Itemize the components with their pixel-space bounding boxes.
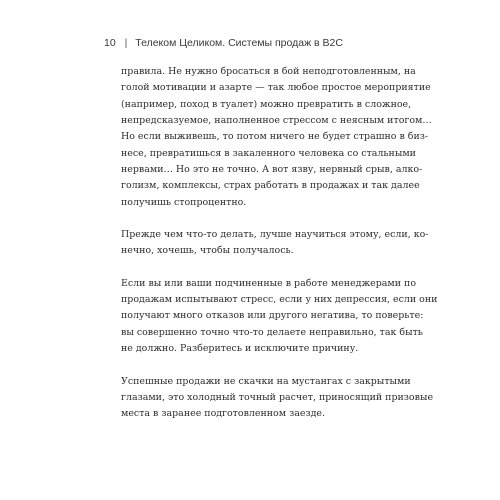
paragraph-4 [121, 374, 434, 423]
text-line: получают много отказов или другого негатива, то поверьте: [121, 310, 424, 322]
paragraph-3 [121, 276, 438, 358]
text-line: глазами, это холодный точный расчет, приносящий призовые [121, 391, 434, 403]
text-line: непредсказуемое, наполненное стрессом с неясным итогом… [121, 115, 432, 127]
text-line: Если вы или ваши подчиненные в работе менеджерами по [121, 277, 417, 289]
text-line: голой мотивации и азарте — так любое простое мероприятие [121, 82, 431, 94]
page-header [104, 36, 343, 50]
page-number: 10 [104, 37, 116, 49]
text-line: (например, поход в туалет) можно превратить в сложное, [121, 98, 412, 110]
running-title: Телеком Целиком. Системы продаж в B2C [135, 37, 343, 49]
text-line: Но если выживешь, то потом ничего не будет страшно в биз- [121, 131, 429, 143]
body-text [121, 64, 438, 439]
text-line: вы совершенно точно что-то делаете неправильно, так быть [121, 326, 423, 338]
text-line: несе, превратишься в закаленного человека со стальными [121, 147, 416, 159]
text-line: места в заранее подготовленном заезде. [121, 408, 325, 420]
paragraph-2 [121, 227, 429, 260]
header-separator: | [124, 37, 128, 49]
paragraph-1 [121, 64, 432, 211]
text-line: получишь стопроцентно. [121, 196, 247, 208]
text-line: Прежде чем что-то делать, лучше научиться этому, если, ко- [121, 229, 429, 241]
text-line: голизм, комплексы, страх работать в продажах и так далее [121, 180, 420, 192]
text-line: нечно, хочешь, чтобы получалось. [121, 245, 294, 257]
text-line: нервами… Но это не точно. А вот язву, нервный срыв, алко- [121, 164, 423, 176]
text-line: Успешные продажи не скачки на мустангах с закрытыми [121, 375, 411, 387]
text-line: правила. Не нужно бросаться в бой неподготовленным, на [121, 66, 416, 77]
text-line: продажам испытывают стресс, если у них депрессия, если они [121, 294, 438, 306]
text-line: не должно. Разберитесь и исключите причину. [121, 343, 359, 355]
